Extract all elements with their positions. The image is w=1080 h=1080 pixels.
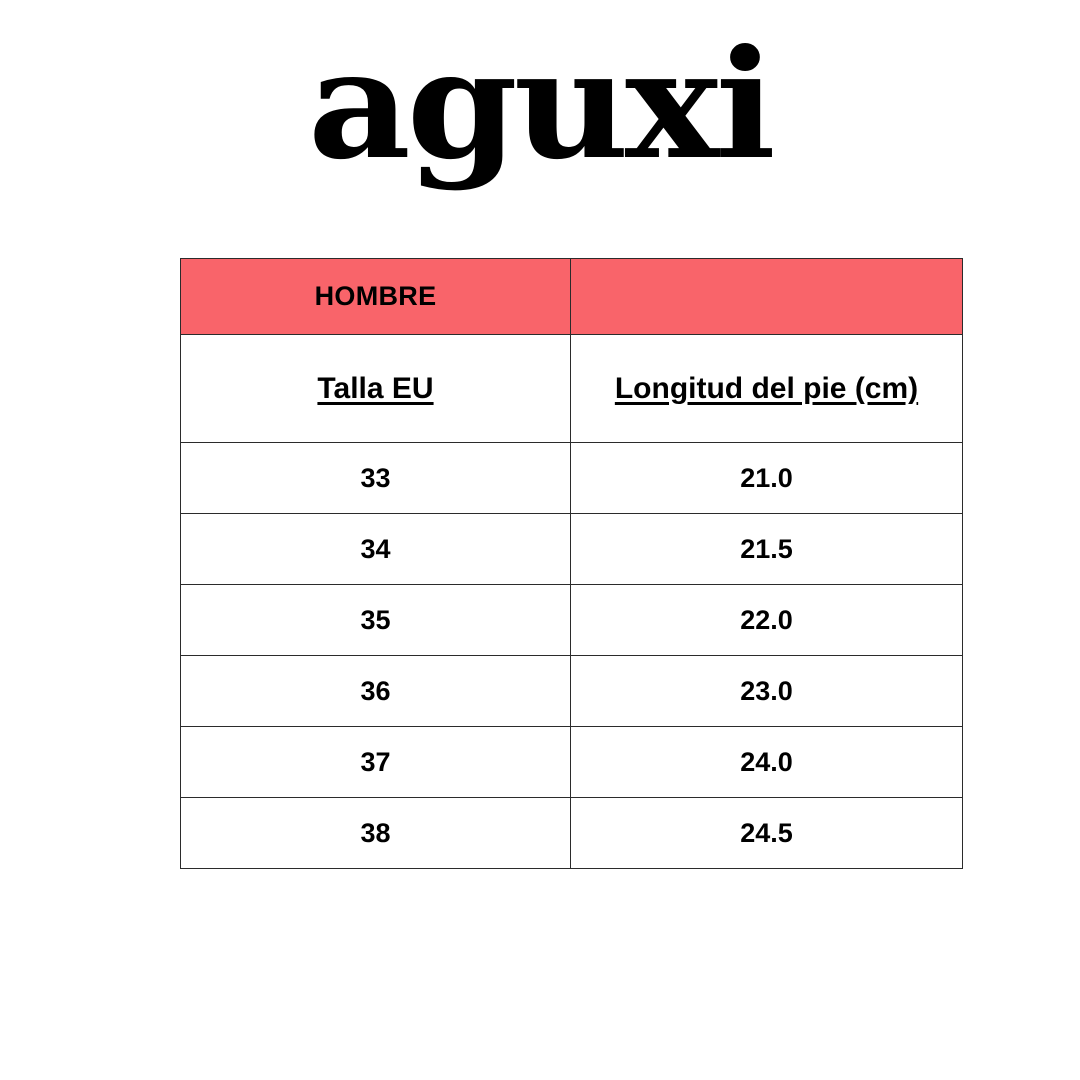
table-row [181,443,963,514]
cell-talla-eu: 35 [181,585,571,656]
size-chart-table [180,258,963,869]
column-header-talla-eu [181,335,571,443]
table-row [181,656,963,727]
column-header-talla-eu-label: Talla EU [317,371,434,405]
cell-talla-eu: 36 [181,656,571,727]
cell-longitud-cm: 21.0 [571,443,963,514]
table-row [181,727,963,798]
size-chart-table-container [180,258,962,869]
cell-longitud-cm: 21.5 [571,514,963,585]
table-row [181,514,963,585]
column-header-longitud [571,335,963,443]
table-header-row [181,335,963,443]
banner-empty-cell [571,259,963,335]
cell-talla-eu: 37 [181,727,571,798]
brand-logo [0,0,1080,210]
table-row [181,585,963,656]
cell-longitud-cm: 24.5 [571,798,963,869]
table-row [181,798,963,869]
cell-talla-eu: 33 [181,443,571,514]
cell-talla-eu: 38 [181,798,571,869]
cell-longitud-cm: 24.0 [571,727,963,798]
cell-talla-eu: 34 [181,514,571,585]
cell-longitud-cm: 22.0 [571,585,963,656]
table-banner-row [181,259,963,335]
brand-name: aguxi [308,17,772,193]
column-header-longitud-label: Longitud del pie (cm) [614,371,919,405]
banner-title: HOMBRE [181,259,571,335]
cell-longitud-cm: 23.0 [571,656,963,727]
